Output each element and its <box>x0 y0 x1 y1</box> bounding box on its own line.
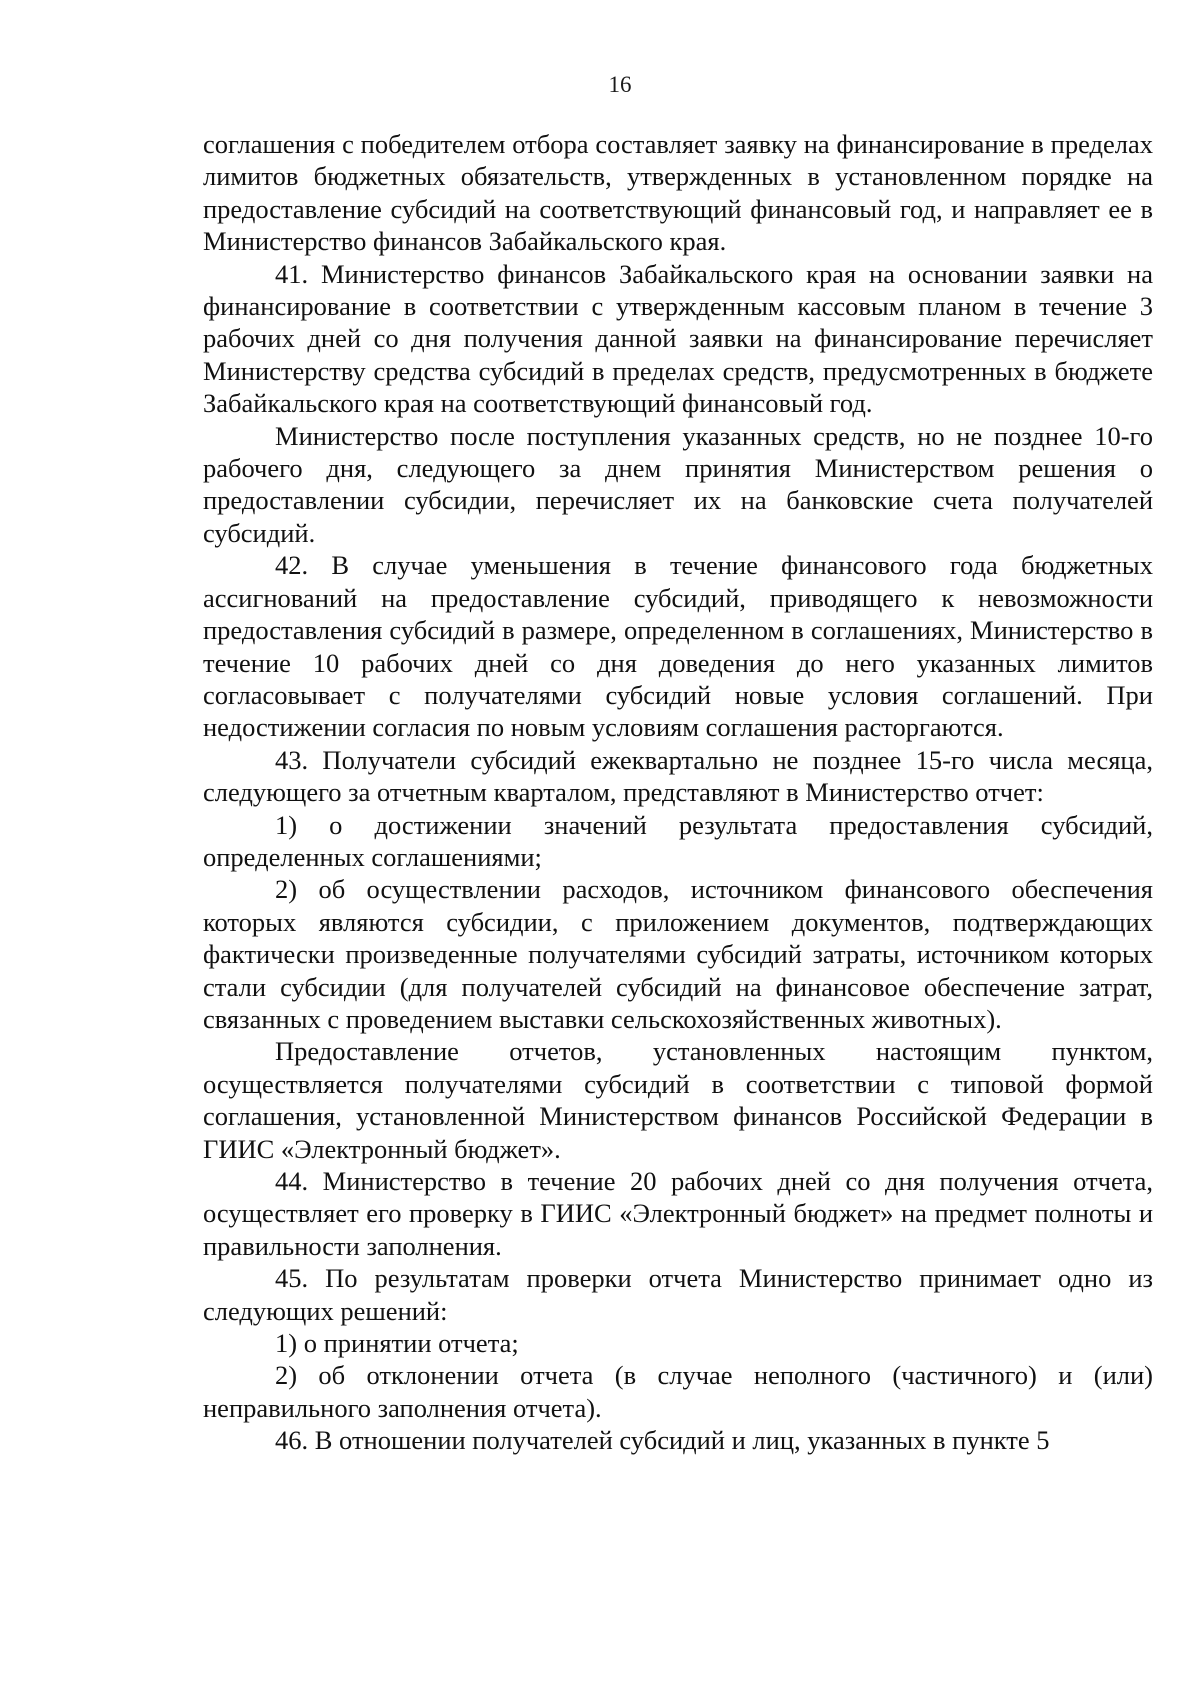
paragraph-41: 41. Министерство финансов Забайкальского края на основании заявки на финансирование в соответствии с утвержденным кассовым планом в течение 3 рабочих дней со дня получения данной заявки на финансирование перечисляет Министерству средства субсидий в пределах средств, предусмотренных в бюджете Забайкальского края на соответствующий финансовый год. <box>203 258 1153 419</box>
paragraph-43-continued: Предоставление отчетов, установленных настоящим пунктом, осуществляется получателями субсидий в соответствии с типовой формой соглашения, установленной Министерством финансов Российской Федерации в ГИИС «Электронный бюджет». <box>203 1036 1153 1164</box>
paragraph-41-continued: Министерство после поступления указанных средств, но не позднее 10-го рабочего дня, следующего за днем принятия Министерством решения о предоставлении субсидии, перечисляет их на банковские счета получателей субсидий. <box>203 420 1153 548</box>
paragraph-continuation: соглашения с победителем отбора составляет заявку на финансирование в пределах лимитов бюджетных обязательств, утвержденных в установленном порядке на предоставление субсидий на соответствующий финансовый год, и направляет ее в Министерство финансов Забайкальского края. <box>203 129 1153 257</box>
paragraph-43-item-2: 2) об осуществлении расходов, источником финансового обеспечения которых являются субсидии, с приложением документов, подтверждающих фактически произведенные получателями субсидий затраты, источником которых стали субсидии (для получателей субсидий на финансовое обеспечение затрат, связанных с проведением выставки сельскохозяйственных животных). <box>203 874 1153 1034</box>
paragraph-43-item-1: 1) о достижении значений результата предоставления субсидий, определенных соглашениями; <box>203 809 1153 872</box>
paragraph-45: 45. По результатам проверки отчета Министерство принимает одно из следующих решений: <box>203 1263 1153 1326</box>
page-number: 16 <box>608 72 632 97</box>
document-body <box>203 128 1153 1457</box>
paragraph-46: 46. В отношении получателей субсидий и лиц, указанных в пункте 5 <box>275 1425 1050 1456</box>
paragraph-43: 43. Получатели субсидий ежеквартально не позднее 15-го числа месяца, следующего за отчетным кварталом, представляют в Министерство отчет: <box>203 744 1153 808</box>
paragraph-45-item-1: 1) о принятии отчета; <box>275 1328 519 1359</box>
paragraph-45-item-2: 2) об отклонении отчета (в случае неполного (частичного) и (или) неправильного заполнения отчета). <box>203 1360 1153 1423</box>
paragraph-44: 44. Министерство в течение 20 рабочих дней со дня получения отчета, осуществляет его проверку в ГИИС «Электронный бюджет» на предмет полноты и правильности заполнения. <box>203 1166 1153 1261</box>
paragraph-42: 42. В случае уменьшения в течение финансового года бюджетных ассигнований на предоставление субсидий, приводящего к невозможности предоставления субсидий в размере, определенном в соглашениях, Министерство в течение 10 рабочих дней со дня доведения до него указанных лимитов согласовывает с получателями субсидий новые условия соглашений. При недостижении согласия по новым условиям соглашения расторгаются. <box>203 550 1153 743</box>
